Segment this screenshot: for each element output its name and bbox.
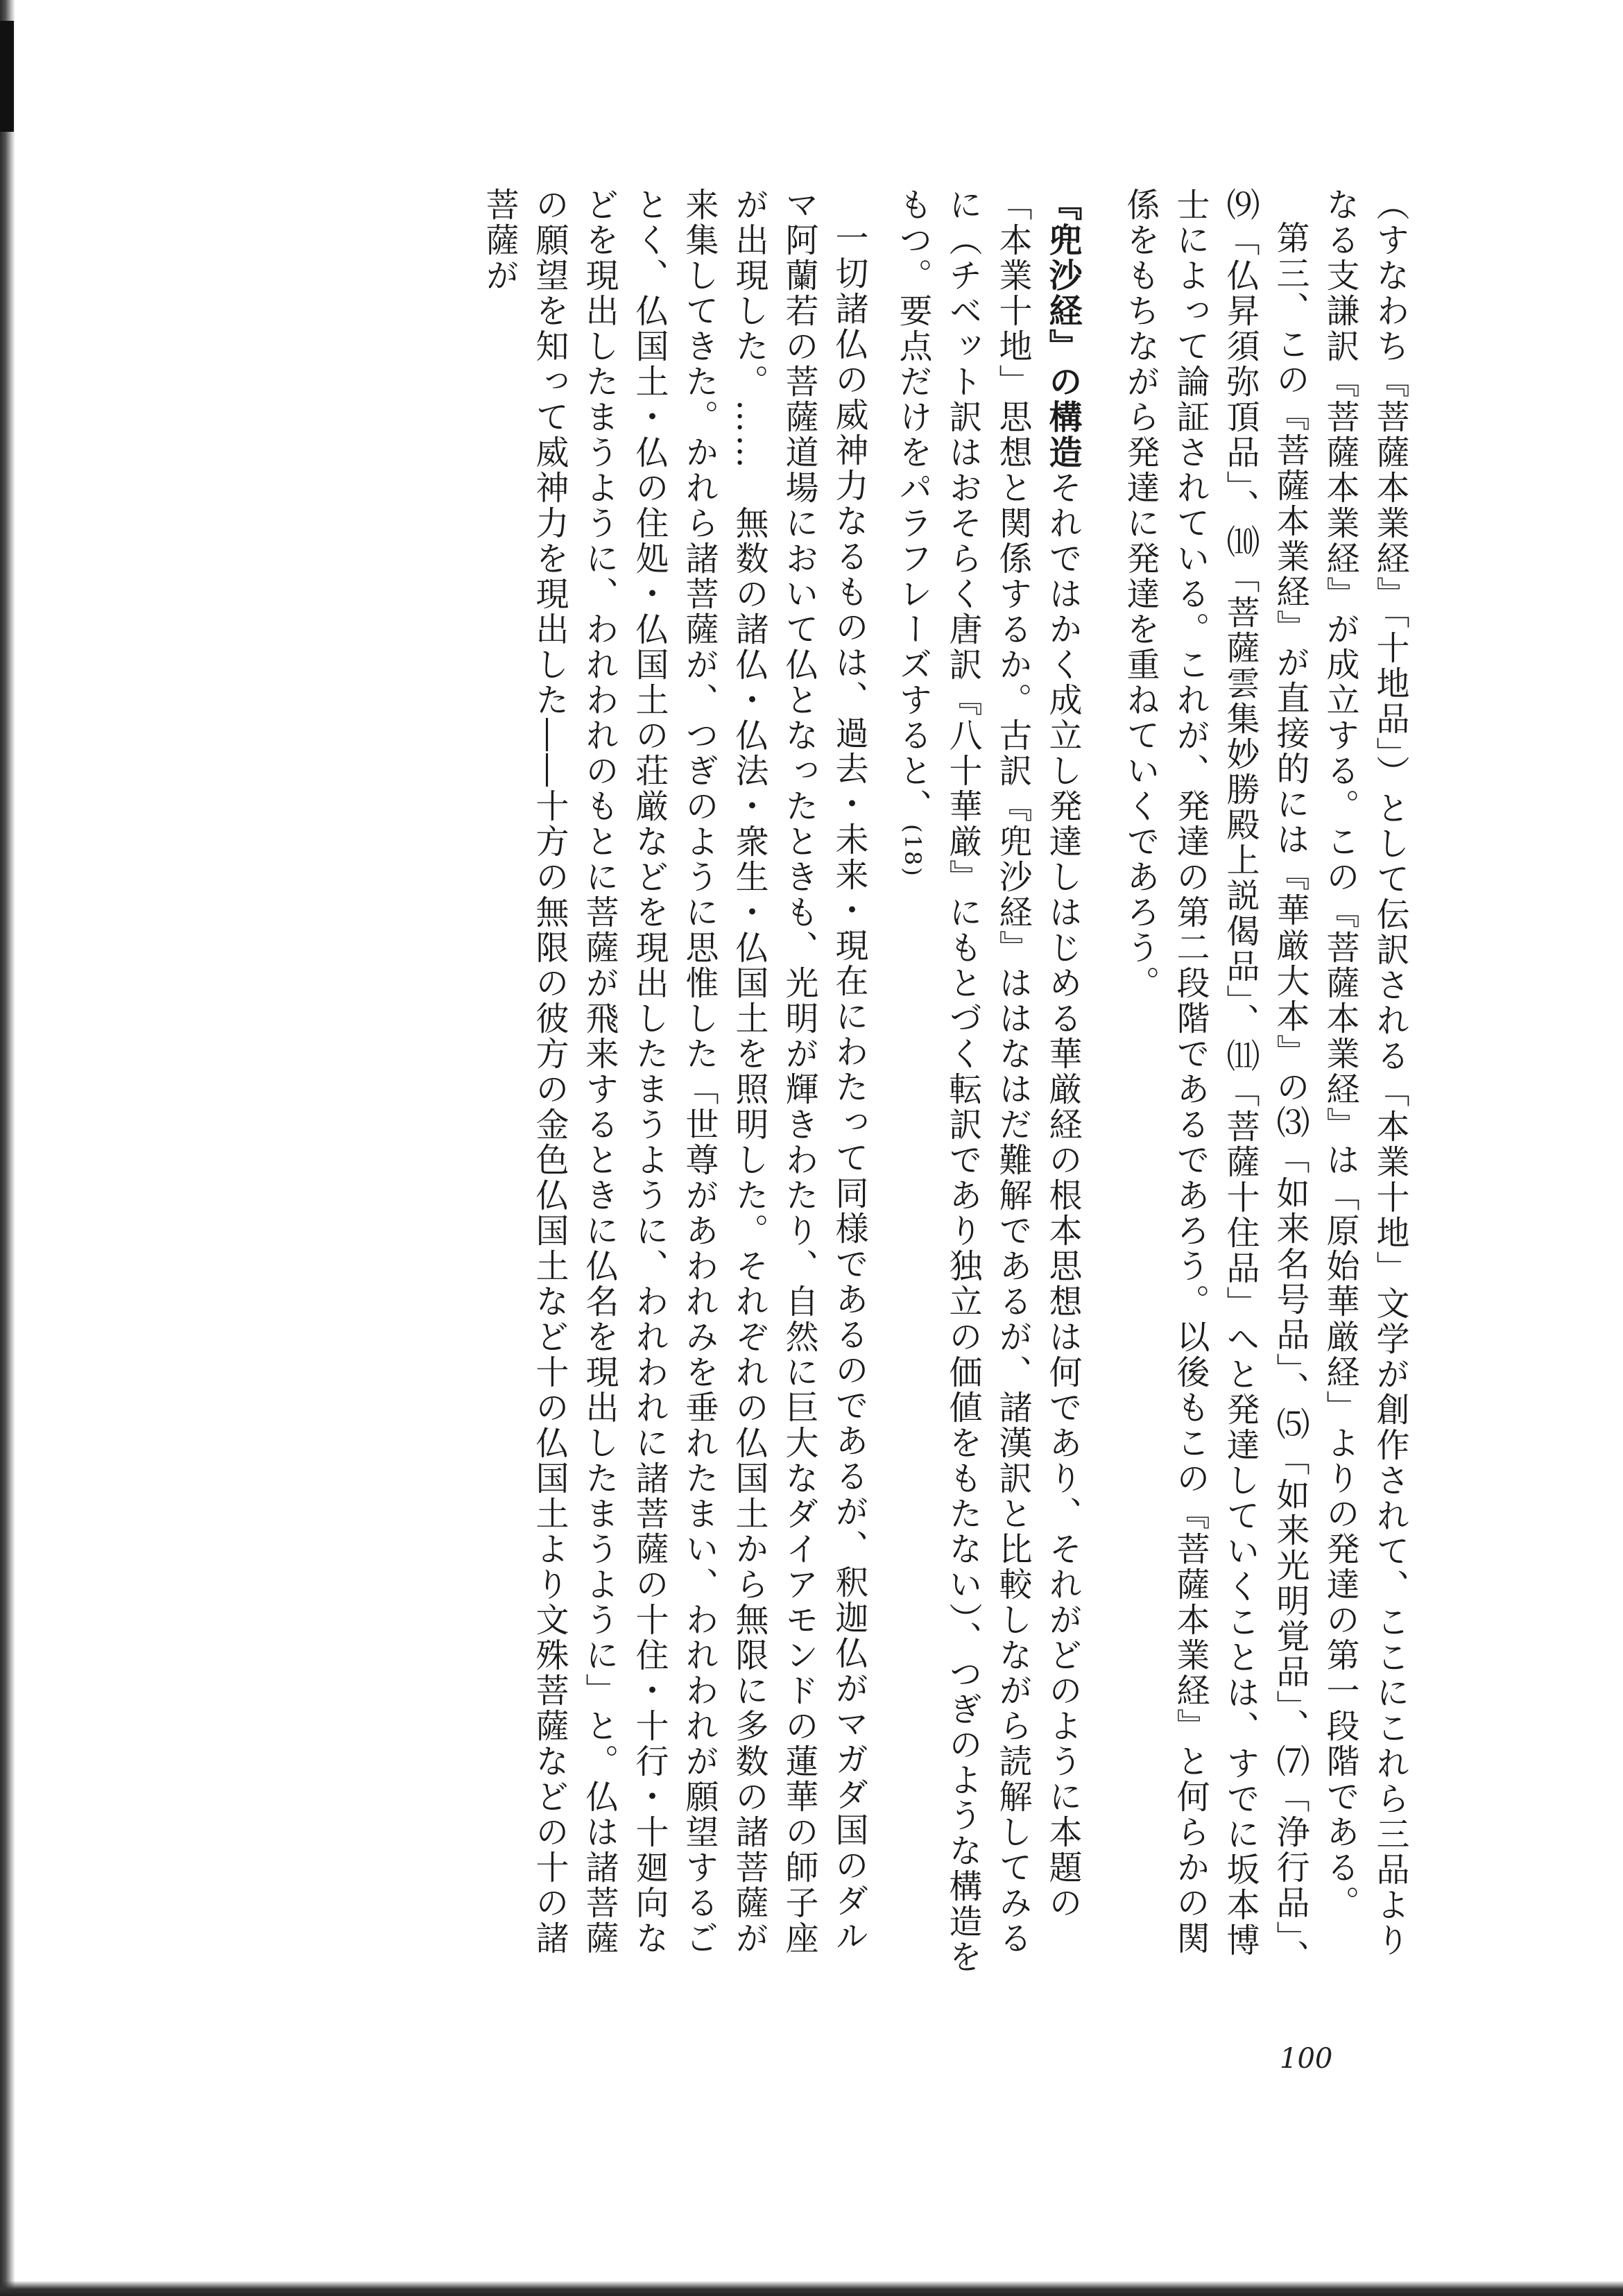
scan-bottom-edge-shadow	[0, 2281, 1623, 2296]
paragraph-3: それではかく成立し発達しはじめる華厳経の根本思想は何であり、それがどのように本題の「本業十地」思想と関係するか。古訳『兜沙経』ははなはだ難解であるが、諸漢訳と比較しながら読解してみるに（チベット訳はおそらく唐訳『八十華厳』にもとづく転訳であり独立の価値をもたない）、つぎのような構造をもつ。要点だけをパラフレーズすると、	[893, 187, 1082, 1975]
quoted-passage: 一切諸仏の威神力なるものは、過去・未来・現在にわたって同様であるのであるが、釈迦仏がマガダ国のダルマ阿蘭若の菩薩道場において仏となったときも、光明が輝きわたり、自然に巨大なダイアモンドの蓮華の師子座が出現した。…… 無数の諸仏・仏法・衆生・仏国土を照明した。それぞれの仏国土から無限に多数の諸菩薩が来集してきた。かれら諸菩薩が、つぎのように思惟した「世尊があわれみを垂れたまい、われわれが願望するごとく、仏国土・仏の住処・仏国土の荘厳などを現出したまうように、われわれに諸菩薩の十住・十行・十廻向などを現出したまうように、われわれのもとに菩薩が飛来するときに仏名を現出したまうように」と。仏は諸菩薩の願望を知って威神力を現出した――十方の無限の彼方の金色仏国土など十の仏国土より文殊菩薩などの十の諸菩薩が	[480, 187, 868, 1956]
note-reference: (18)	[900, 824, 926, 878]
paragraph-2: 第三、この『菩薩本業経』が直接的には『華厳大本』の⑶「如来名号品」、⑸「如来光明覚品」、⑺「浄行品」、⑼「仏昇須弥頂品」、⑽「菩薩雲集妙勝殿上説偈品」、⑾「菩薩十住品」へと発達していくことは、すでに坂本博士によって論証されている。これが、発達の第二段階であるであろう。以後もこの『菩薩本業経』と何らかの関係をもちながら発達に発達を重ねていくであろう。	[1121, 187, 1309, 1975]
section-paragraph	[888, 187, 1088, 1977]
vertical-body-text	[236, 187, 1415, 1977]
scan-left-edge-shadow	[0, 0, 15, 2296]
section-heading: 『兜沙経』の構造	[1043, 187, 1082, 470]
paragraph-1: （すなわち『菩薩本業経』「十地品」）として伝訳される「本業十地」文学が創作されて、ここにこれら三品よりなる支謙訳『菩薩本業経』が成立する。この『菩薩本業経』は「原始華厳経」よりの発達の第一段階である。	[1321, 187, 1409, 1958]
page-number: 100	[1280, 2043, 1333, 2075]
scan-top-left-mark	[0, 21, 14, 132]
